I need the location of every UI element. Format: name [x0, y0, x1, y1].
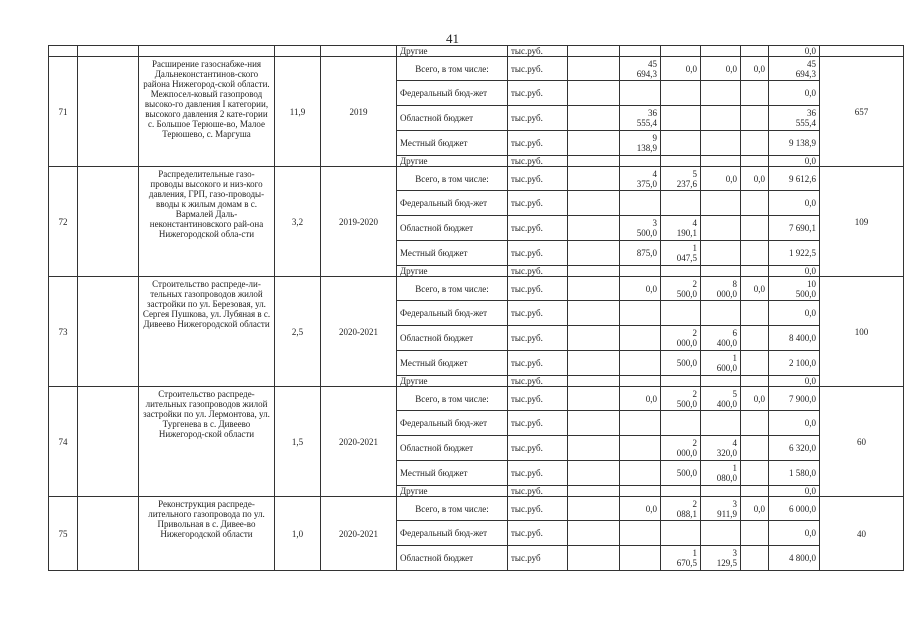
- cell-value: 0,0: [741, 387, 769, 411]
- cell-source-label: Всего, в том числе:: [397, 167, 508, 191]
- cell-unit: тыс.руб.: [508, 436, 568, 461]
- cell-source-label: Областной бюджет: [397, 436, 508, 461]
- cell-value: [568, 266, 620, 277]
- cell-value: [620, 326, 661, 351]
- cell-total: 8 400,0: [769, 326, 820, 351]
- cell-value: 4 190,1: [661, 216, 701, 241]
- cell-value: 0,0: [741, 277, 769, 301]
- cell-value: [661, 266, 701, 277]
- cell-total: 2 100,0: [769, 351, 820, 376]
- cell-unit: тыс.руб.: [508, 57, 568, 81]
- cell-value: [741, 376, 769, 387]
- cell-value: [701, 131, 741, 156]
- cell-years: 2020-2021: [321, 277, 397, 387]
- cell-unit: тыс.руб.: [508, 106, 568, 131]
- cell-total: 7 900,0: [769, 387, 820, 411]
- cell-value: [741, 486, 769, 497]
- cell-result: [820, 46, 904, 57]
- cell-result: 60: [820, 387, 904, 497]
- cell-number: 73: [49, 277, 78, 387]
- cell-value: [701, 46, 741, 57]
- cell-value: [568, 81, 620, 106]
- cell-value: 500,0: [661, 461, 701, 486]
- page-number: 41: [446, 31, 459, 46]
- table-row: [49, 167, 904, 191]
- cell-number: 74: [49, 387, 78, 497]
- cell-years: 2019-2020: [321, 167, 397, 277]
- cell-empty: [78, 167, 139, 277]
- cell-value: [568, 131, 620, 156]
- cell-total: 9 138,9: [769, 131, 820, 156]
- cell-source-label: Местный бюджет: [397, 461, 508, 486]
- cell-source-label: Местный бюджет: [397, 131, 508, 156]
- cell-unit: тыс.руб.: [508, 46, 568, 57]
- cell-source-label: Другие: [397, 486, 508, 497]
- cell-value: [568, 411, 620, 436]
- cell-source-label: Федеральный бюд-жет: [397, 301, 508, 326]
- cell-total: 7 690,1: [769, 216, 820, 241]
- cell-total: 1 922,5: [769, 241, 820, 266]
- cell-result: 109: [820, 167, 904, 277]
- cell-value: 1 080,0: [701, 461, 741, 486]
- table-row: [49, 46, 904, 57]
- cell-value: [741, 156, 769, 167]
- cell-result: 657: [820, 57, 904, 167]
- cell-value: [701, 376, 741, 387]
- cell-value: 0,0: [620, 387, 661, 411]
- cell-value: 4 375,0: [620, 167, 661, 191]
- cell-number: 72: [49, 167, 78, 277]
- cell-value: [741, 131, 769, 156]
- cell-unit: тыс.руб.: [508, 521, 568, 546]
- cell-value: 4 320,0: [701, 436, 741, 461]
- cell-years: 2020-2021: [321, 497, 397, 571]
- cell-total: 0,0: [769, 301, 820, 326]
- cell-source-label: Всего, в том числе:: [397, 387, 508, 411]
- cell-number: 71: [49, 57, 78, 167]
- cell-value: [620, 376, 661, 387]
- cell-source-label: Всего, в том числе:: [397, 497, 508, 521]
- cell-value: [741, 326, 769, 351]
- cell-empty: [78, 57, 139, 167]
- cell-total: 45 694,3: [769, 57, 820, 81]
- cell-value: [701, 106, 741, 131]
- cell-unit: тыс.руб.: [508, 191, 568, 216]
- cell-unit: тыс.руб.: [508, 387, 568, 411]
- cell-value: 2 500,0: [661, 387, 701, 411]
- cell-value: [661, 376, 701, 387]
- cell-value: [568, 436, 620, 461]
- cell-total: 0,0: [769, 156, 820, 167]
- cell-source-label: Федеральный бюд-жет: [397, 411, 508, 436]
- cell-value: [701, 191, 741, 216]
- cell-total: 1 580,0: [769, 461, 820, 486]
- cell-value: [620, 191, 661, 216]
- cell-value: 45 694,3: [620, 57, 661, 81]
- cell-unit: тыс.руб.: [508, 266, 568, 277]
- cell-value: [620, 436, 661, 461]
- cell-total: 0,0: [769, 46, 820, 57]
- cell-unit: тыс.руб.: [508, 461, 568, 486]
- cell-empty: [78, 277, 139, 387]
- cell-value: [620, 301, 661, 326]
- cell-value: [568, 497, 620, 521]
- cell-source-label: Областной бюджет: [397, 326, 508, 351]
- cell-value: [741, 81, 769, 106]
- cell-years: 2020-2021: [321, 387, 397, 497]
- cell-value: [701, 301, 741, 326]
- cell-source-label: Областной бюджет: [397, 106, 508, 131]
- cell-value: 875,0: [620, 241, 661, 266]
- cell-description: Распределительные газо-проводы высокого и низ-кого давления, ГРП, газо-проводы-вводы к жилым домам в с. Вармалей Даль-неконстантиновского рай-она Нижегородской обла-сти: [139, 167, 275, 277]
- table-row: [49, 497, 904, 521]
- cell-unit: тыс.руб.: [508, 241, 568, 266]
- cell-years: 2019: [321, 57, 397, 167]
- cell-description: [139, 46, 275, 57]
- cell-source-label: Всего, в том числе:: [397, 277, 508, 301]
- cell-value: [620, 486, 661, 497]
- cell-unit: тыс.руб.: [508, 167, 568, 191]
- cell-source-label: Местный бюджет: [397, 241, 508, 266]
- cell-source-label: Федеральный бюд-жет: [397, 191, 508, 216]
- cell-total: 0,0: [769, 191, 820, 216]
- cell-value: 500,0: [661, 351, 701, 376]
- cell-unit: тыс.руб.: [508, 326, 568, 351]
- cell-empty: [78, 46, 139, 57]
- cell-value: [741, 191, 769, 216]
- cell-source-label: Всего, в том числе:: [397, 57, 508, 81]
- cell-value: [568, 546, 620, 571]
- cell-value: 36 555,4: [620, 106, 661, 131]
- cell-value: 2 000,0: [661, 436, 701, 461]
- cell-value: [568, 387, 620, 411]
- cell-description: Строительство распреде-лительных газопроводов жилой застройки по ул. Лермонтова, ул. Тургенева в с. Дивеево Нижегород-ской области: [139, 387, 275, 497]
- cell-unit: тыс.руб.: [508, 497, 568, 521]
- cell-value: [661, 411, 701, 436]
- table-row: [49, 277, 904, 301]
- cell-value: 1 600,0: [701, 351, 741, 376]
- cell-result: 100: [820, 277, 904, 387]
- funding-table: [48, 45, 904, 571]
- cell-value: 0,0: [620, 277, 661, 301]
- cell-source-label: Федеральный бюд-жет: [397, 521, 508, 546]
- table-row: [49, 57, 904, 81]
- cell-value: 0,0: [701, 57, 741, 81]
- cell-description: Расширение газоснабже-ния Дальнеконстантинов-ского района Нижегород-ской области. Межпосел-ковый газопровод высоко-го давления I категории, высокого давления 2 кате-гории с. Большое Терюше-во, Малое Терюшево, с. Маргуша: [139, 57, 275, 167]
- cell-value: [741, 241, 769, 266]
- cell-value: [741, 436, 769, 461]
- cell-value: 5 237,6: [661, 167, 701, 191]
- cell-value: [620, 156, 661, 167]
- cell-total: 0,0: [769, 376, 820, 387]
- cell-value: [661, 106, 701, 131]
- cell-value: 2 000,0: [661, 326, 701, 351]
- cell-value: [661, 46, 701, 57]
- cell-value: [568, 351, 620, 376]
- cell-value: [701, 411, 741, 436]
- cell-unit: тыс.руб.: [508, 81, 568, 106]
- cell-years: [321, 46, 397, 57]
- cell-value: [741, 411, 769, 436]
- cell-value: 0,0: [741, 497, 769, 521]
- cell-source-label: Местный бюджет: [397, 351, 508, 376]
- cell-value: [568, 277, 620, 301]
- cell-value: [661, 301, 701, 326]
- cell-description: Реконструкция распреде-лительного газопровода по ул. Привольная в с. Дивее-во Нижегородской области: [139, 497, 275, 571]
- cell-unit: тыс.руб.: [508, 411, 568, 436]
- cell-total: 0,0: [769, 486, 820, 497]
- cell-value: [661, 486, 701, 497]
- cell-value: 8 000,0: [701, 277, 741, 301]
- cell-value: 1 670,5: [661, 546, 701, 571]
- cell-empty: [78, 497, 139, 571]
- cell-total: 0,0: [769, 81, 820, 106]
- cell-unit: тыс.руб.: [508, 156, 568, 167]
- cell-result: 40: [820, 497, 904, 571]
- cell-value: [568, 376, 620, 387]
- cell-value: [568, 326, 620, 351]
- cell-value: 3 500,0: [620, 216, 661, 241]
- cell-value: [568, 46, 620, 57]
- cell-unit: тыс.руб.: [508, 216, 568, 241]
- cell-value: [568, 167, 620, 191]
- cell-empty: [78, 387, 139, 497]
- cell-value: [741, 546, 769, 571]
- cell-value: [568, 461, 620, 486]
- cell-value: [701, 156, 741, 167]
- cell-value: [741, 351, 769, 376]
- cell-unit: тыс.руб.: [508, 301, 568, 326]
- cell-value: 3 911,9: [701, 497, 741, 521]
- cell-length: [275, 46, 321, 57]
- cell-value: [568, 521, 620, 546]
- cell-value: [701, 486, 741, 497]
- cell-value: [741, 521, 769, 546]
- cell-total: 9 612,6: [769, 167, 820, 191]
- cell-source-label: Областной бюджет: [397, 216, 508, 241]
- cell-value: [741, 266, 769, 277]
- cell-unit: тыс.руб.: [508, 131, 568, 156]
- cell-total: 0,0: [769, 521, 820, 546]
- cell-length: 1,5: [275, 387, 321, 497]
- cell-value: 9 138,9: [620, 131, 661, 156]
- cell-value: [661, 191, 701, 216]
- cell-value: [568, 301, 620, 326]
- cell-value: [620, 266, 661, 277]
- cell-value: [568, 241, 620, 266]
- cell-value: 0,0: [741, 57, 769, 81]
- cell-source-label: Другие: [397, 266, 508, 277]
- cell-unit: тыс.руб.: [508, 277, 568, 301]
- cell-value: 3 129,5: [701, 546, 741, 571]
- cell-value: [741, 46, 769, 57]
- cell-total: 0,0: [769, 411, 820, 436]
- cell-value: 0,0: [620, 497, 661, 521]
- cell-total: 10 500,0: [769, 277, 820, 301]
- cell-value: [568, 106, 620, 131]
- cell-number: [49, 46, 78, 57]
- cell-length: 11,9: [275, 57, 321, 167]
- cell-length: 1,0: [275, 497, 321, 571]
- cell-source-label: Другие: [397, 156, 508, 167]
- cell-total: 0,0: [769, 266, 820, 277]
- cell-source-label: Другие: [397, 376, 508, 387]
- cell-value: [701, 521, 741, 546]
- cell-description: Строительство распреде-ли-тельных газопроводов жилой застройки по ул. Березовая, ул. Сергея Пушкова, ул. Лубяная в с. Дивеево Нижегородской области: [139, 277, 275, 387]
- cell-unit: тыс.руб.: [508, 486, 568, 497]
- cell-value: [568, 216, 620, 241]
- cell-value: [620, 46, 661, 57]
- cell-value: [568, 156, 620, 167]
- cell-value: [568, 486, 620, 497]
- cell-value: [741, 461, 769, 486]
- cell-number: 75: [49, 497, 78, 571]
- cell-value: [620, 521, 661, 546]
- cell-unit: тыс.руб.: [508, 376, 568, 387]
- cell-value: [620, 411, 661, 436]
- cell-value: 0,0: [661, 57, 701, 81]
- cell-unit: тыс.руб.: [508, 351, 568, 376]
- cell-value: 2 500,0: [661, 277, 701, 301]
- cell-length: 2,5: [275, 277, 321, 387]
- cell-value: 6 400,0: [701, 326, 741, 351]
- cell-value: 5 400,0: [701, 387, 741, 411]
- cell-unit: тыс.руб: [508, 546, 568, 571]
- cell-total: 6 000,0: [769, 497, 820, 521]
- cell-value: [620, 546, 661, 571]
- cell-value: 1 047,5: [661, 241, 701, 266]
- cell-source-label: Другие: [397, 46, 508, 57]
- cell-length: 3,2: [275, 167, 321, 277]
- cell-value: [701, 241, 741, 266]
- cell-source-label: Областной бюджет: [397, 546, 508, 571]
- cell-total: 6 320,0: [769, 436, 820, 461]
- cell-value: [620, 81, 661, 106]
- cell-value: [701, 266, 741, 277]
- cell-value: 2 088,1: [661, 497, 701, 521]
- table-row: [49, 387, 904, 411]
- cell-value: [701, 216, 741, 241]
- cell-value: [568, 191, 620, 216]
- cell-value: [620, 461, 661, 486]
- cell-total: 36 555,4: [769, 106, 820, 131]
- cell-value: 0,0: [741, 167, 769, 191]
- cell-value: 0,0: [701, 167, 741, 191]
- cell-value: [701, 81, 741, 106]
- cell-value: [661, 131, 701, 156]
- cell-value: [568, 57, 620, 81]
- cell-value: [741, 301, 769, 326]
- cell-source-label: Федеральный бюд-жет: [397, 81, 508, 106]
- cell-value: [661, 156, 701, 167]
- cell-total: 4 800,0: [769, 546, 820, 571]
- cell-value: [741, 216, 769, 241]
- cell-value: [620, 351, 661, 376]
- cell-value: [661, 521, 701, 546]
- cell-value: [741, 106, 769, 131]
- cell-value: [661, 81, 701, 106]
